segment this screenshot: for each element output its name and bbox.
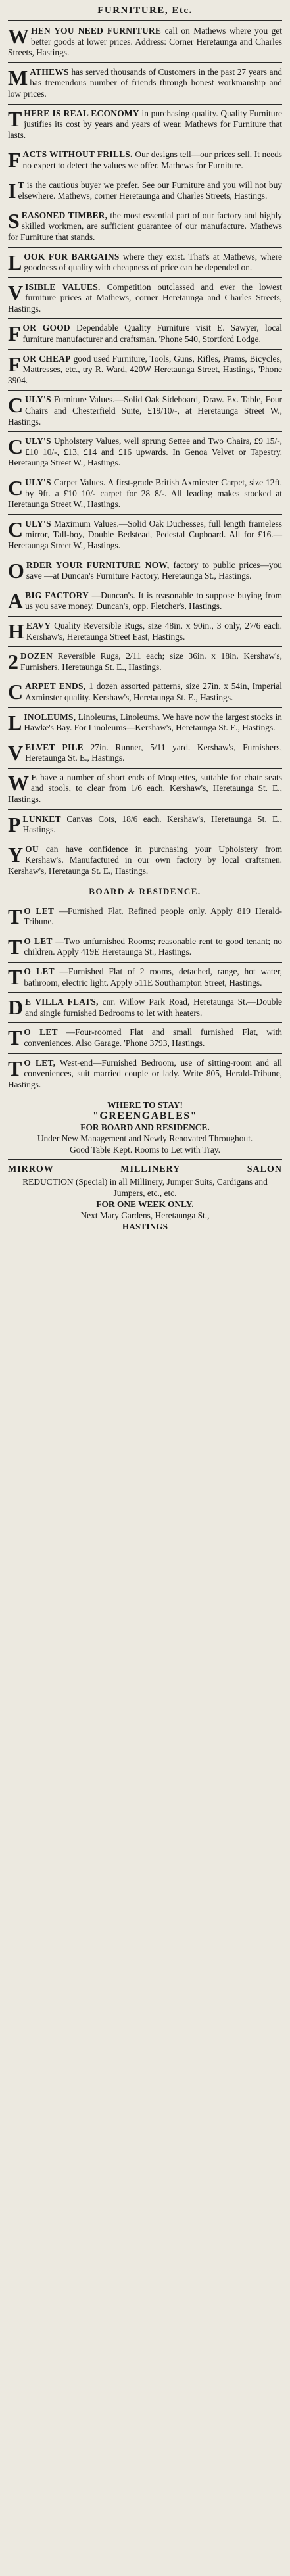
mirrow-heading-word: SALON [247, 1164, 282, 1175]
greengables-line: Under New Management and Newly Renovated Throughout. [37, 1133, 253, 1144]
ad-body: 1 dozen assorted patterns, size 27in. x 54in, Imperial Axminster quality. Kershaw's, Heretaunga St. E., Hastings. [25, 681, 282, 702]
mirrow-heading-word: MILLINERY [120, 1164, 181, 1175]
ad-body: Our designs tell—our prices sell. It needs no expert to detect the values we offer. Mathews for Furniture. [22, 149, 282, 170]
classified-ad [8, 210, 282, 244]
ad-body: cnr. Willow Park Road, Heretaunga St.—Double and single furnished Bedrooms to let with heaters. [25, 997, 282, 1018]
drop-cap: A [8, 588, 24, 613]
drop-cap: V [8, 280, 24, 304]
classified-ad [8, 560, 282, 583]
classified-ad [8, 590, 282, 613]
ad-divider [8, 390, 282, 391]
ad-divider [8, 104, 282, 105]
ad-lead: ULY'S [25, 477, 51, 487]
ad-body: Quality Reversible Rugs, size 48in. x 90in., 3 only, 27/6 each. Kershaw's, Heretaunga Street East, Hastings. [26, 620, 282, 642]
ad-divider [8, 514, 282, 515]
ad-divider [8, 277, 282, 278]
classified-ad [8, 936, 282, 959]
ad-lead: OR GOOD [22, 323, 70, 333]
ad-divider [8, 962, 282, 963]
mirrow-line: REDUCTION (Special) in all Millinery, Jumper Suits, Cardigans and Jumpers, etc., etc. [22, 1177, 268, 1199]
drop-cap: T [8, 965, 22, 989]
ad-body: —Two unfurnished Rooms; reasonable rent to good tenant; no children. Apply 419E Heretaunga St., Hastings. [24, 936, 282, 957]
ad-body: Linoleums, Linoleums. We have now the largest stocks in Hawke's Bay. For Linoleums—Kershaw's, Heretaunga St. E., Hastings. [24, 711, 282, 733]
mirrow-line: FOR ONE WEEK ONLY. [96, 1199, 194, 1210]
drop-cap: F [8, 352, 21, 376]
ad-lead: ULY'S [25, 436, 51, 446]
mirrow-ad [8, 1164, 282, 1232]
classified-ad [8, 179, 282, 203]
classified-ad [8, 813, 282, 836]
drop-cap: S [8, 208, 20, 233]
drop-cap: C [8, 517, 24, 541]
drop-cap: V [8, 740, 24, 765]
ad-body: —Furnished Flat of 2 rooms, detached, range, hot water, bathroom, electric light. Apply 511E Southampton Street, Hastings. [24, 966, 282, 988]
ad-lead: EAVY [26, 620, 51, 631]
ad-lead: BIG FACTORY [25, 590, 89, 600]
mirrow-line: Next Mary Gardens, Heretaunga St., [80, 1210, 210, 1221]
drop-cap: P [8, 812, 21, 836]
classified-ad [8, 1057, 282, 1091]
ad-lead: ACTS WITHOUT FRILLS. [22, 149, 133, 160]
ad-lead: ULY'S [25, 518, 51, 529]
classified-ad [8, 66, 282, 101]
ad-divider [8, 707, 282, 708]
drop-cap: H [8, 619, 24, 643]
classified-ad [8, 251, 282, 274]
greengables-line: FOR BOARD AND RESIDENCE. [80, 1122, 210, 1133]
ad-lead: ATHEWS [30, 66, 69, 77]
drop-cap: C [8, 435, 24, 459]
furniture-ads-list [8, 25, 282, 878]
ad-body: is the cautious buyer we prefer. See our Furniture and you will not buy elsewhere. Mathews, corner Heretaunga and Charles Streets, Hastings. [18, 179, 282, 201]
ad-body: 27in. Runner, 5/11 yard. Kershaw's, Furnishers, Heretaunga St. E., Hastings. [25, 742, 282, 763]
ad-divider [8, 247, 282, 248]
ad-lead: EASONED TIMBER, [21, 210, 108, 220]
classified-ad [8, 1026, 282, 1049]
ad-lead: HEN YOU NEED FURNITURE [31, 26, 162, 36]
ad-divider [8, 616, 282, 617]
ad-body: Upholstery Values, well sprung Settee and Two Chairs, £9 15/-, £10 10/-, £13, £14 and £16 upwards. In Genoa Velvet or Tapestry. Heretaunga Street W., Hastings. [8, 436, 282, 468]
drop-cap: 2 [8, 650, 18, 674]
ad-divider [8, 809, 282, 810]
ad-divider [8, 318, 282, 319]
ad-lead: OOK FOR BARGAINS [24, 251, 120, 262]
drop-cap: L [8, 250, 22, 274]
ad-lead: ISIBLE VALUES. [25, 281, 101, 292]
ad-lead: DOZEN [20, 651, 53, 661]
drop-cap: C [8, 393, 24, 417]
ad-body: Maximum Values.—Solid Oak Duchesses, full length frameless mirror, Tall-boy, Double Bedstead, Pedestal Cupboard. All for £16.—Heretaunga Street W., Hastings. [8, 518, 282, 550]
drop-cap: D [8, 995, 24, 1020]
ad-body: Furniture Values.—Solid Oak Sideboard, Draw. Ex. Table, Four Chairs and Chesterfield Suite, £19/10/-, at Heretaunga Street W., Hastings. [8, 394, 282, 427]
classified-ad [8, 518, 282, 552]
ad-lead: O LET, [24, 1057, 56, 1068]
classified-ad [8, 996, 282, 1019]
ad-lead: E VILLA FLATS, [25, 997, 99, 1007]
ad-lead: T [18, 179, 24, 190]
ad-lead: LUNKET [22, 813, 61, 824]
ad-lead: O LET [24, 936, 53, 946]
ad-lead: OR CHEAP [22, 353, 71, 364]
ad-lead: O LET [24, 1027, 58, 1038]
mirrow-line: HASTINGS [122, 1222, 168, 1232]
ad-body: call on Mathews where you get better goods at lower prices. Address: Corner Heretaunga and Charles Streets, Hastings. [8, 26, 282, 58]
classified-ad [8, 844, 282, 878]
drop-cap: T [8, 1026, 22, 1050]
drop-cap: O [8, 558, 24, 583]
ad-body: factory to public prices—you save —at Duncan's Furniture Factory, Heretaunga St., Hastings. [26, 560, 282, 581]
ad-body: Dependable Quality Furniture visit E. Sawyer, local furniture manufacturer and craftsman. 'Phone 540, Stortford Lodge. [22, 323, 282, 345]
drop-cap: M [8, 65, 28, 89]
ad-lead: HERE IS REAL ECONOMY [24, 108, 139, 118]
ad-lead: ARPET ENDS, [25, 681, 86, 692]
ad-divider [8, 431, 282, 432]
classified-ad [8, 905, 282, 928]
ad-divider [8, 349, 282, 350]
section-heading-furniture: FURNITURE, Etc. [97, 5, 193, 16]
board-ads-list [8, 905, 282, 1091]
drop-cap: C [8, 476, 24, 500]
ad-body: —Furnished Flat. Refined people only. Apply 819 Herald-Tribune. [24, 905, 282, 927]
drop-cap: C [8, 680, 24, 704]
classified-ad [8, 281, 282, 316]
ad-lead: ULY'S [25, 394, 51, 405]
ad-body: Reversible Rugs, 2/11 each; size 36in. x 18in. Kershaw's, Furnishers, Heretaunga St. E., Hastings. [20, 651, 282, 672]
ad-divider [8, 62, 282, 63]
classified-ad [8, 25, 282, 59]
classified-ad [8, 650, 282, 673]
greengables-line: WHERE TO STAY! [107, 1100, 183, 1110]
ad-divider [8, 1022, 282, 1023]
ad-body: has served thousands of Customers in the past 27 years and has tremendous number of friends through honest workmanship and low prices. [8, 66, 282, 99]
drop-cap: W [8, 24, 29, 48]
ad-body: have a number of short ends of Moquettes, suitable for chair seats and stools, to clear from 1/6 each. Kershaw's, Heretaunga St. E., Hastings. [8, 772, 282, 805]
mirrow-heading-word: MIRROW [8, 1164, 54, 1175]
ad-body: can have confidence in purchasing your Upholstery from Kershaw's. Manufactured in our own factory by local craftsmen. Kershaw's, Heretaunga St. E., Hastings. [8, 844, 282, 876]
classified-ad [8, 322, 282, 345]
ad-body: —Duncan's. It is reasonable to suppose buying from us you save money. Duncan's, opp. Fletcher's, Hastings. [25, 590, 282, 611]
ad-divider [8, 646, 282, 647]
section-heading-board: BOARD & RESIDENCE. [89, 886, 201, 896]
classified-ad [8, 966, 282, 989]
classified-ad [8, 149, 282, 172]
drop-cap: T [8, 107, 22, 131]
greengables-line: Good Table Kept. Rooms to Let with Tray. [70, 1145, 220, 1155]
ad-body: in purchasing quality. Quality Furniture justifies its cost by years and years of wear. Mathews for Furniture that lasts. [8, 108, 282, 140]
rule [8, 1159, 282, 1160]
ad-body: Competition outclassed and ever the lowest furniture prices at Mathews, corner Heretaunga and Charles Streets, Hastings. [8, 281, 282, 314]
ad-divider [8, 992, 282, 993]
ad-lead: ELVET PILE [25, 742, 84, 752]
greengables-line: "GREENGABLES" [92, 1110, 198, 1122]
drop-cap: L [8, 710, 22, 734]
drop-cap: W [8, 771, 29, 795]
ad-body: Carpet Values. A first-grade British Axminster Carpet, size 12ft. by 9ft. a £10 10/- carpet for 28 8/-. All leading makes stocked at Heretaunga Street W., Hastings. [8, 477, 282, 510]
ad-lead: INOLEUMS, [24, 711, 76, 722]
ad-body: —Four-roomed Flat and small furnished Flat, with conveniences. Also Garage. 'Phone 3793, Hastings. [24, 1027, 282, 1048]
ad-body: good used Furniture, Tools, Guns, Rifles, Prams, Bicycles, Mattresses, etc., try R. Ward, 420W Heretaunga Street, Hastings, 'Phone 3904. [8, 353, 282, 385]
drop-cap: T [8, 934, 22, 959]
classified-ad [8, 353, 282, 387]
ad-body: West-end—Furnished Bedroom, use of sitting-room and all conveniences, suit married couple or lady. Write 805, Herald-Tribune, Hastings. [8, 1057, 282, 1089]
classified-ad [8, 772, 282, 806]
classified-ad [8, 108, 282, 142]
ad-divider [8, 1053, 282, 1054]
ad-body: Canvas Cots, 18/6 each. Kershaw's, Heretaunga St. E., Hastings. [22, 813, 282, 835]
classified-ad [8, 394, 282, 428]
ad-lead: O LET [24, 905, 55, 916]
rule [8, 20, 282, 21]
classified-ad [8, 435, 282, 469]
greengables-ad [8, 1099, 282, 1155]
ad-lead: O LET [24, 966, 55, 976]
ad-divider [8, 768, 282, 769]
classified-ad [8, 477, 282, 511]
drop-cap: T [8, 904, 22, 928]
ad-lead: E [31, 772, 37, 782]
drop-cap: I [8, 178, 16, 203]
classified-ad [8, 680, 282, 704]
ad-body: the most essential part of our factory and highly skilled workmen, are sufficient guarantee of our manufacture. Mathews for Furniture that stands. [8, 210, 282, 242]
drop-cap: F [8, 322, 21, 346]
mirrow-heading [8, 1164, 282, 1175]
ad-lead: OU [25, 844, 39, 854]
classified-ad [8, 742, 282, 765]
drop-cap: F [8, 148, 21, 172]
ad-lead: RDER YOUR FURNITURE NOW, [26, 560, 170, 570]
classified-ad [8, 711, 282, 734]
drop-cap: Y [8, 842, 24, 867]
drop-cap: T [8, 1056, 22, 1080]
classified-ad [8, 620, 282, 643]
ad-body: where they exist. That's at Mathews, where goodness of quality with cheapness of price can be depended on. [24, 251, 282, 273]
